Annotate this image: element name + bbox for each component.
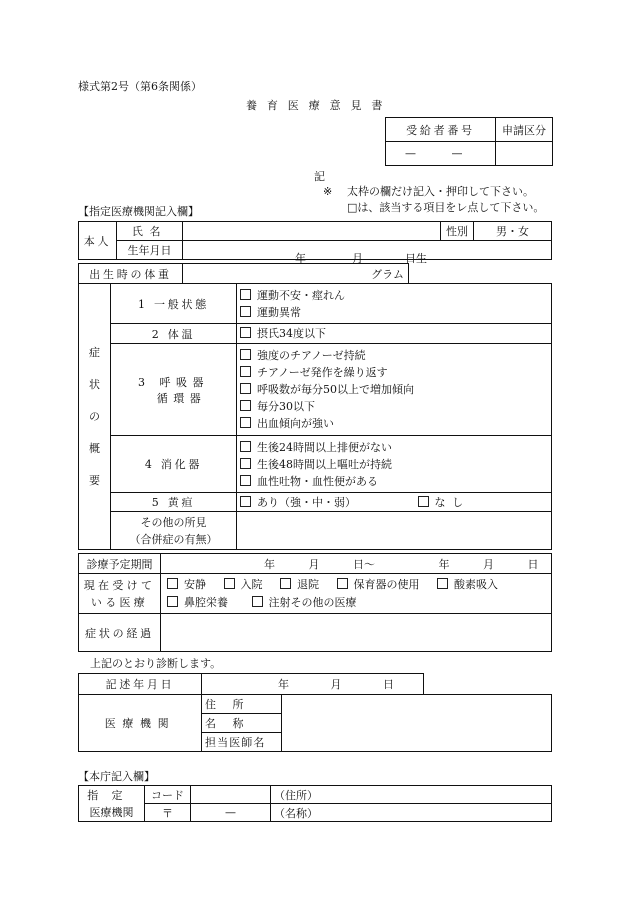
diagnosis-statement: 上記のとおり診断します。 xyxy=(90,657,222,670)
side-char-1: 症 xyxy=(89,345,100,359)
side-char-5: 要 xyxy=(89,473,100,487)
office-name-label: （名称） xyxy=(274,806,318,820)
option-text: チアノーゼ発作を繰り返す xyxy=(257,366,388,379)
address-label: 住所 xyxy=(202,695,282,714)
temperature-options xyxy=(237,324,552,344)
option-motor-abnormal[interactable] xyxy=(240,304,548,321)
option-jaundice-yes[interactable] xyxy=(240,496,356,509)
gram-unit: グラム xyxy=(371,267,404,281)
option-vomit-48[interactable] xyxy=(240,456,548,473)
other-findings-line1: その他の所見 xyxy=(140,515,207,529)
checkbox-icon xyxy=(240,417,251,428)
form-number: 様式第2号（第6条関係） xyxy=(78,80,202,93)
progress-label: 症状の経過 xyxy=(79,614,161,652)
schedule-year-1: 年 xyxy=(264,557,275,571)
jaundice-label: 5 黄疸 xyxy=(111,493,237,512)
checkbox-icon xyxy=(437,578,448,589)
schedule-day-1: 日～ xyxy=(353,557,375,571)
option-text: 強度のチアノーゼ持続 xyxy=(257,349,366,362)
birth-weight-field[interactable] xyxy=(183,264,409,284)
note-mark: ※ xyxy=(323,185,333,198)
office-section-title: 【本庁記入欄】 xyxy=(78,770,155,783)
reception-table xyxy=(385,117,553,166)
dob-label: 生年月日 xyxy=(117,241,183,260)
code-label: コード xyxy=(145,786,191,804)
option-injection[interactable] xyxy=(252,596,357,609)
other-findings-field[interactable] xyxy=(237,512,552,550)
checkbox-icon xyxy=(240,289,251,300)
option-cyanosis-persist[interactable] xyxy=(240,347,548,364)
option-incubator[interactable] xyxy=(337,578,420,591)
progress-table xyxy=(78,613,552,652)
postal-dash: — xyxy=(225,806,236,819)
option-text: 運動異常 xyxy=(257,305,301,319)
note-line-1: 太枠の欄だけ記入・押印して下さい。 xyxy=(347,185,534,198)
option-text: 退院 xyxy=(297,577,319,591)
patient-label: 本人 xyxy=(79,222,117,260)
category-field[interactable] xyxy=(496,142,553,166)
sex-options[interactable]: 男・女 xyxy=(474,222,552,241)
patient-table xyxy=(78,221,552,265)
doctor-label: 担当医師名 xyxy=(202,733,282,752)
option-hospitalized[interactable] xyxy=(224,578,263,591)
entry-day-unit: 日 xyxy=(383,678,394,691)
option-motor-anxiety[interactable] xyxy=(240,287,548,304)
entry-date-field[interactable] xyxy=(202,674,424,695)
current-care-label-1: 現在受けて xyxy=(83,578,156,592)
side-char-3: の xyxy=(89,409,100,423)
checkbox-icon xyxy=(240,441,251,452)
option-cyanosis-attack[interactable] xyxy=(240,364,548,381)
checkbox-icon xyxy=(337,578,348,589)
option-text: あり（強・中・弱） xyxy=(257,496,356,509)
progress-field[interactable] xyxy=(161,614,552,652)
code-field[interactable] xyxy=(191,786,271,804)
current-care-label-2: いる医療 xyxy=(90,595,149,609)
inst-name-label: 名称 xyxy=(202,714,282,733)
option-rest[interactable] xyxy=(167,578,206,591)
schedule-year-2: 年 xyxy=(438,557,450,571)
temperature-label: 2 体温 xyxy=(111,324,237,344)
option-text: 注射その他の医療 xyxy=(268,595,357,609)
schedule-month-1: 月 xyxy=(308,557,320,571)
schedule-table xyxy=(78,553,552,574)
institution-label: 医療機関 xyxy=(79,695,202,752)
checkbox-icon xyxy=(240,327,251,338)
symptoms-side-label xyxy=(79,284,111,550)
checkbox-icon xyxy=(240,475,251,486)
checkbox-icon xyxy=(240,366,251,377)
section-medical-title: 【指定医療機関記入欄】 xyxy=(78,205,199,218)
designated-line-1: 指定 xyxy=(87,788,136,802)
birth-weight-blank xyxy=(409,264,552,284)
respiratory-label-line1: 3 呼吸器 xyxy=(138,375,209,389)
option-jaundice-no[interactable] xyxy=(418,496,470,509)
schedule-field[interactable] xyxy=(161,554,552,574)
entry-date-table xyxy=(78,673,424,695)
current-care-row-1 xyxy=(167,576,548,594)
side-char-2: 状 xyxy=(89,377,100,391)
checkbox-icon xyxy=(167,596,178,607)
general-condition-label: 1 一般状態 xyxy=(111,284,237,324)
category-label: 申請区分 xyxy=(496,118,553,142)
option-resp-30[interactable] xyxy=(240,398,548,415)
option-text: 血性吐物・血性便がある xyxy=(257,474,378,488)
dob-day-unit: 日生 xyxy=(405,252,427,265)
option-bloody[interactable] xyxy=(240,473,548,490)
institution-field[interactable] xyxy=(282,695,552,752)
option-temp-34[interactable] xyxy=(240,325,548,342)
dob-field[interactable] xyxy=(183,241,552,265)
checkbox-icon xyxy=(240,349,251,360)
option-text: 呼吸数が毎分50以上で増加傾向 xyxy=(257,383,414,396)
note-line-2: □は、該当する項目をレ点して下さい。 xyxy=(347,201,545,214)
option-text: 生後24時間以上排便がない xyxy=(257,440,392,454)
checkbox-icon xyxy=(418,496,429,507)
schedule-month-2: 月 xyxy=(483,557,494,571)
checkbox-icon xyxy=(240,458,251,469)
option-text: 毎分30以下 xyxy=(257,400,315,413)
recipient-no-field[interactable] xyxy=(386,142,496,166)
entry-date-label: 記述年月日 xyxy=(79,674,202,695)
option-bleeding[interactable] xyxy=(240,415,548,432)
recipient-dash-2: — xyxy=(451,147,463,160)
option-text: 酸素吸入 xyxy=(454,577,498,591)
other-findings-label xyxy=(111,512,237,550)
checkbox-icon xyxy=(167,578,178,589)
office-table xyxy=(78,785,552,822)
current-care-label xyxy=(79,574,161,614)
checkbox-icon xyxy=(240,383,251,394)
option-discharged[interactable] xyxy=(280,578,319,591)
designated-label xyxy=(79,786,145,822)
name-field[interactable] xyxy=(183,222,441,241)
schedule-label: 診療予定期間 xyxy=(79,554,161,574)
office-address-label: （住所） xyxy=(274,788,318,802)
recipient-dash-1: — xyxy=(405,147,416,160)
checkbox-icon xyxy=(240,400,251,411)
option-text: 運動不安・痙れん xyxy=(257,288,345,302)
checkbox-icon xyxy=(280,578,291,589)
symptoms-side-chars xyxy=(89,337,100,497)
ki-label: 記 xyxy=(314,170,325,183)
option-text: 保育器の使用 xyxy=(353,577,420,591)
respiratory-label-line2: 循環器 xyxy=(156,391,207,405)
option-no-stool-24[interactable] xyxy=(240,439,548,456)
designated-line-2: 医療機関 xyxy=(89,805,134,819)
birth-weight-label: 出生時の体重 xyxy=(79,264,183,284)
option-text: 摂氏34度以下 xyxy=(257,327,326,340)
office-name-field[interactable] xyxy=(271,804,552,822)
symptoms-table xyxy=(78,283,552,550)
checkbox-icon xyxy=(240,306,251,317)
other-findings-line2: （合併症の有無） xyxy=(129,532,218,546)
page-title: 養育医療意見書 xyxy=(246,99,393,112)
current-care-row-2 xyxy=(167,594,548,612)
office-address-field[interactable] xyxy=(271,786,552,804)
option-text: 入院 xyxy=(240,577,263,591)
digestive-options xyxy=(237,436,552,493)
checkbox-icon xyxy=(240,496,251,507)
recipient-no-label: 受給者番号 xyxy=(386,118,496,142)
checkbox-icon xyxy=(224,578,235,589)
option-resp-50[interactable] xyxy=(240,381,548,398)
current-care-table xyxy=(78,573,552,614)
dob-month-unit: 月 xyxy=(352,252,363,265)
respiratory-options xyxy=(237,344,552,436)
postal-field[interactable] xyxy=(191,804,271,822)
sex-label: 性別 xyxy=(441,222,474,241)
respiratory-label xyxy=(111,344,237,436)
option-text: 出血傾向が強い xyxy=(257,417,334,430)
option-nasal-feeding[interactable] xyxy=(167,596,228,609)
current-care-options xyxy=(161,574,552,614)
entry-year-unit: 年 xyxy=(278,678,289,691)
option-text: なし xyxy=(434,496,470,509)
institution-table xyxy=(78,694,552,752)
digestive-label: 4 消化器 xyxy=(111,436,237,493)
postal-mark: 〒 xyxy=(145,804,191,822)
checkbox-icon xyxy=(252,596,263,607)
entry-month-unit: 月 xyxy=(330,678,342,691)
side-char-4: 概 xyxy=(89,441,100,455)
birth-weight-table xyxy=(78,263,552,284)
option-text: 生後48時間以上嘔吐が持続 xyxy=(257,457,392,471)
dob-year-unit: 年 xyxy=(295,252,306,265)
option-text: 鼻腔栄養 xyxy=(184,595,228,609)
option-text: 安静 xyxy=(184,577,206,591)
jaundice-options xyxy=(237,493,552,512)
name-label: 氏名 xyxy=(117,222,183,241)
schedule-day-2: 日 xyxy=(527,557,539,571)
option-oxygen[interactable] xyxy=(437,578,498,591)
general-condition-options xyxy=(237,284,552,324)
